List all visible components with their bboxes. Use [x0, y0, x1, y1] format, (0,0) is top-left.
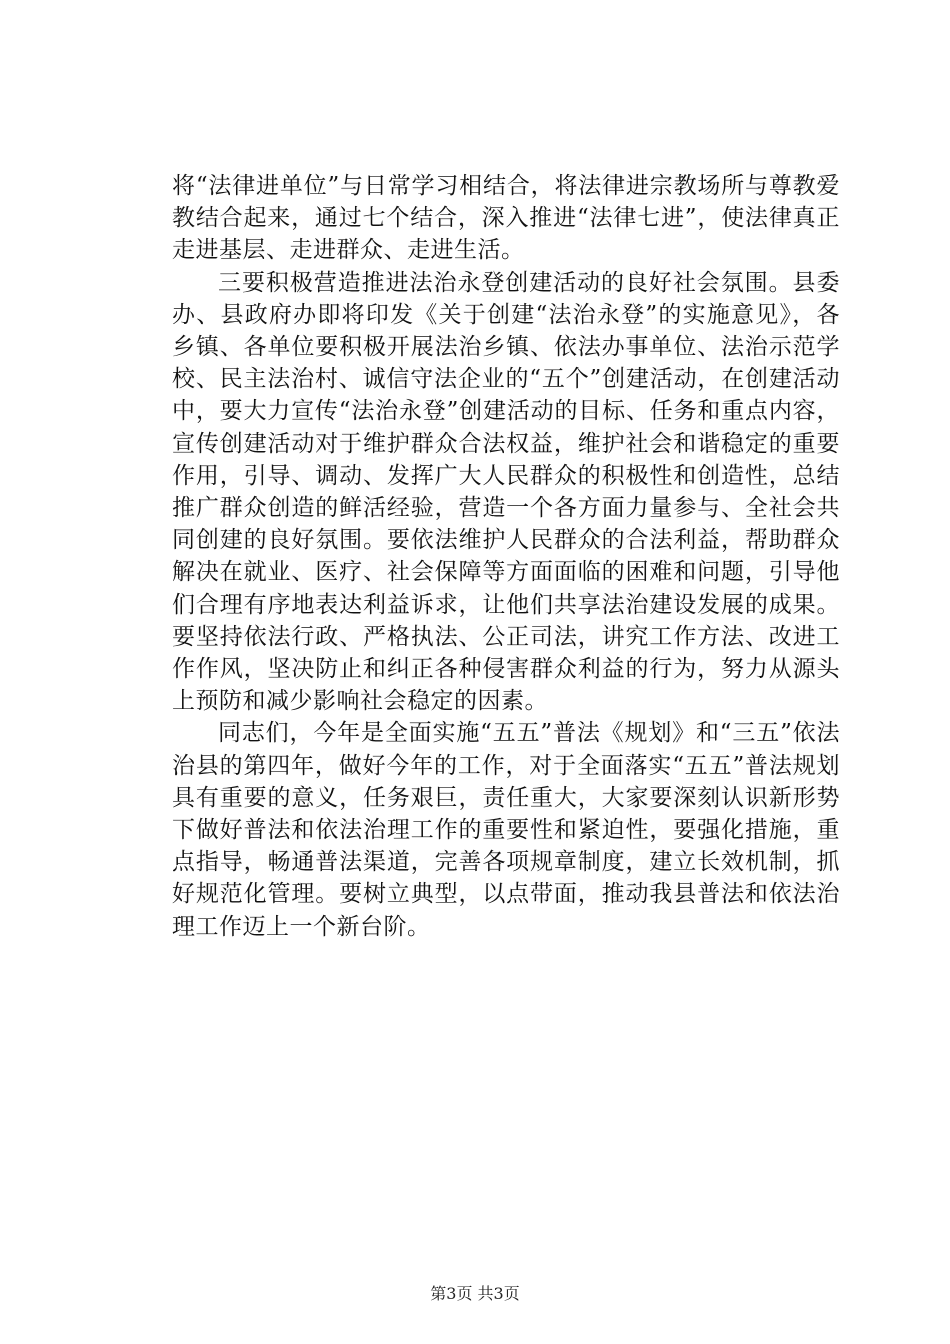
paragraph-closing-remarks: 同志们，今年是全面实施“五五”普法《规划》和“三五”依法治县的第四年，做好今年的工作，对于全面落实“五五”普法规划具有重要的意义，任务艰巨，责任重大，大家要深刻认识新形势下做好普法和依法治理工作的重要性和紧迫性，要强化措施，重点指导，畅通普法渠道，完善各项规章制度，建立长效机制，抓好规范化管理。要树立典型，以点带面，推动我县普法和依法治理工作迈上一个新台阶。	[172, 720, 840, 940]
document-body	[172, 170, 840, 943]
page-footer: 第3页 共3页	[430, 1284, 520, 1303]
paragraph-three-requirements: 三要积极营造推进法治永登创建活动的良好社会氛围。县委办、县政府办即将印发《关于创建“法治永登”的实施意见》，各乡镇、各单位要积极开展法治乡镇、依法办事单位、法治示范学校、民主法治村、诚信守法企业的“五个”创建活动，在创建活动中，要大力宣传“法治永登”创建活动的目标、任务和重点内容，宣传创建活动对于维护群众合法权益，维护社会和谐稳定的重要作用，引导、调动、发挥广大人民群众的积极性和创造性，总结推广群众创造的鲜活经验，营造一个各方面力量参与、全社会共同创建的良好氛围。要依法维护人民群众的合法利益，帮助群众解决在就业、医疗、社会保障等方面面临的困难和问题，引导他们合理有序地表达利益诉求，让他们共享法治建设发展的成果。要坚持依法行政、严格执法、公正司法，讲究工作方法、改进工作作风，坚决防止和纠正各种侵害群众利益的行为，努力从源头上预防和减少影响社会稳定的因素。	[172, 269, 840, 715]
paragraph-continuation: 将“法律进单位”与日常学习相结合，将法律进宗教场所与尊教爱教结合起来，通过七个结合，深入推进“法律七进”，使法律真正走进基层、走进群众、走进生活。	[172, 173, 840, 264]
